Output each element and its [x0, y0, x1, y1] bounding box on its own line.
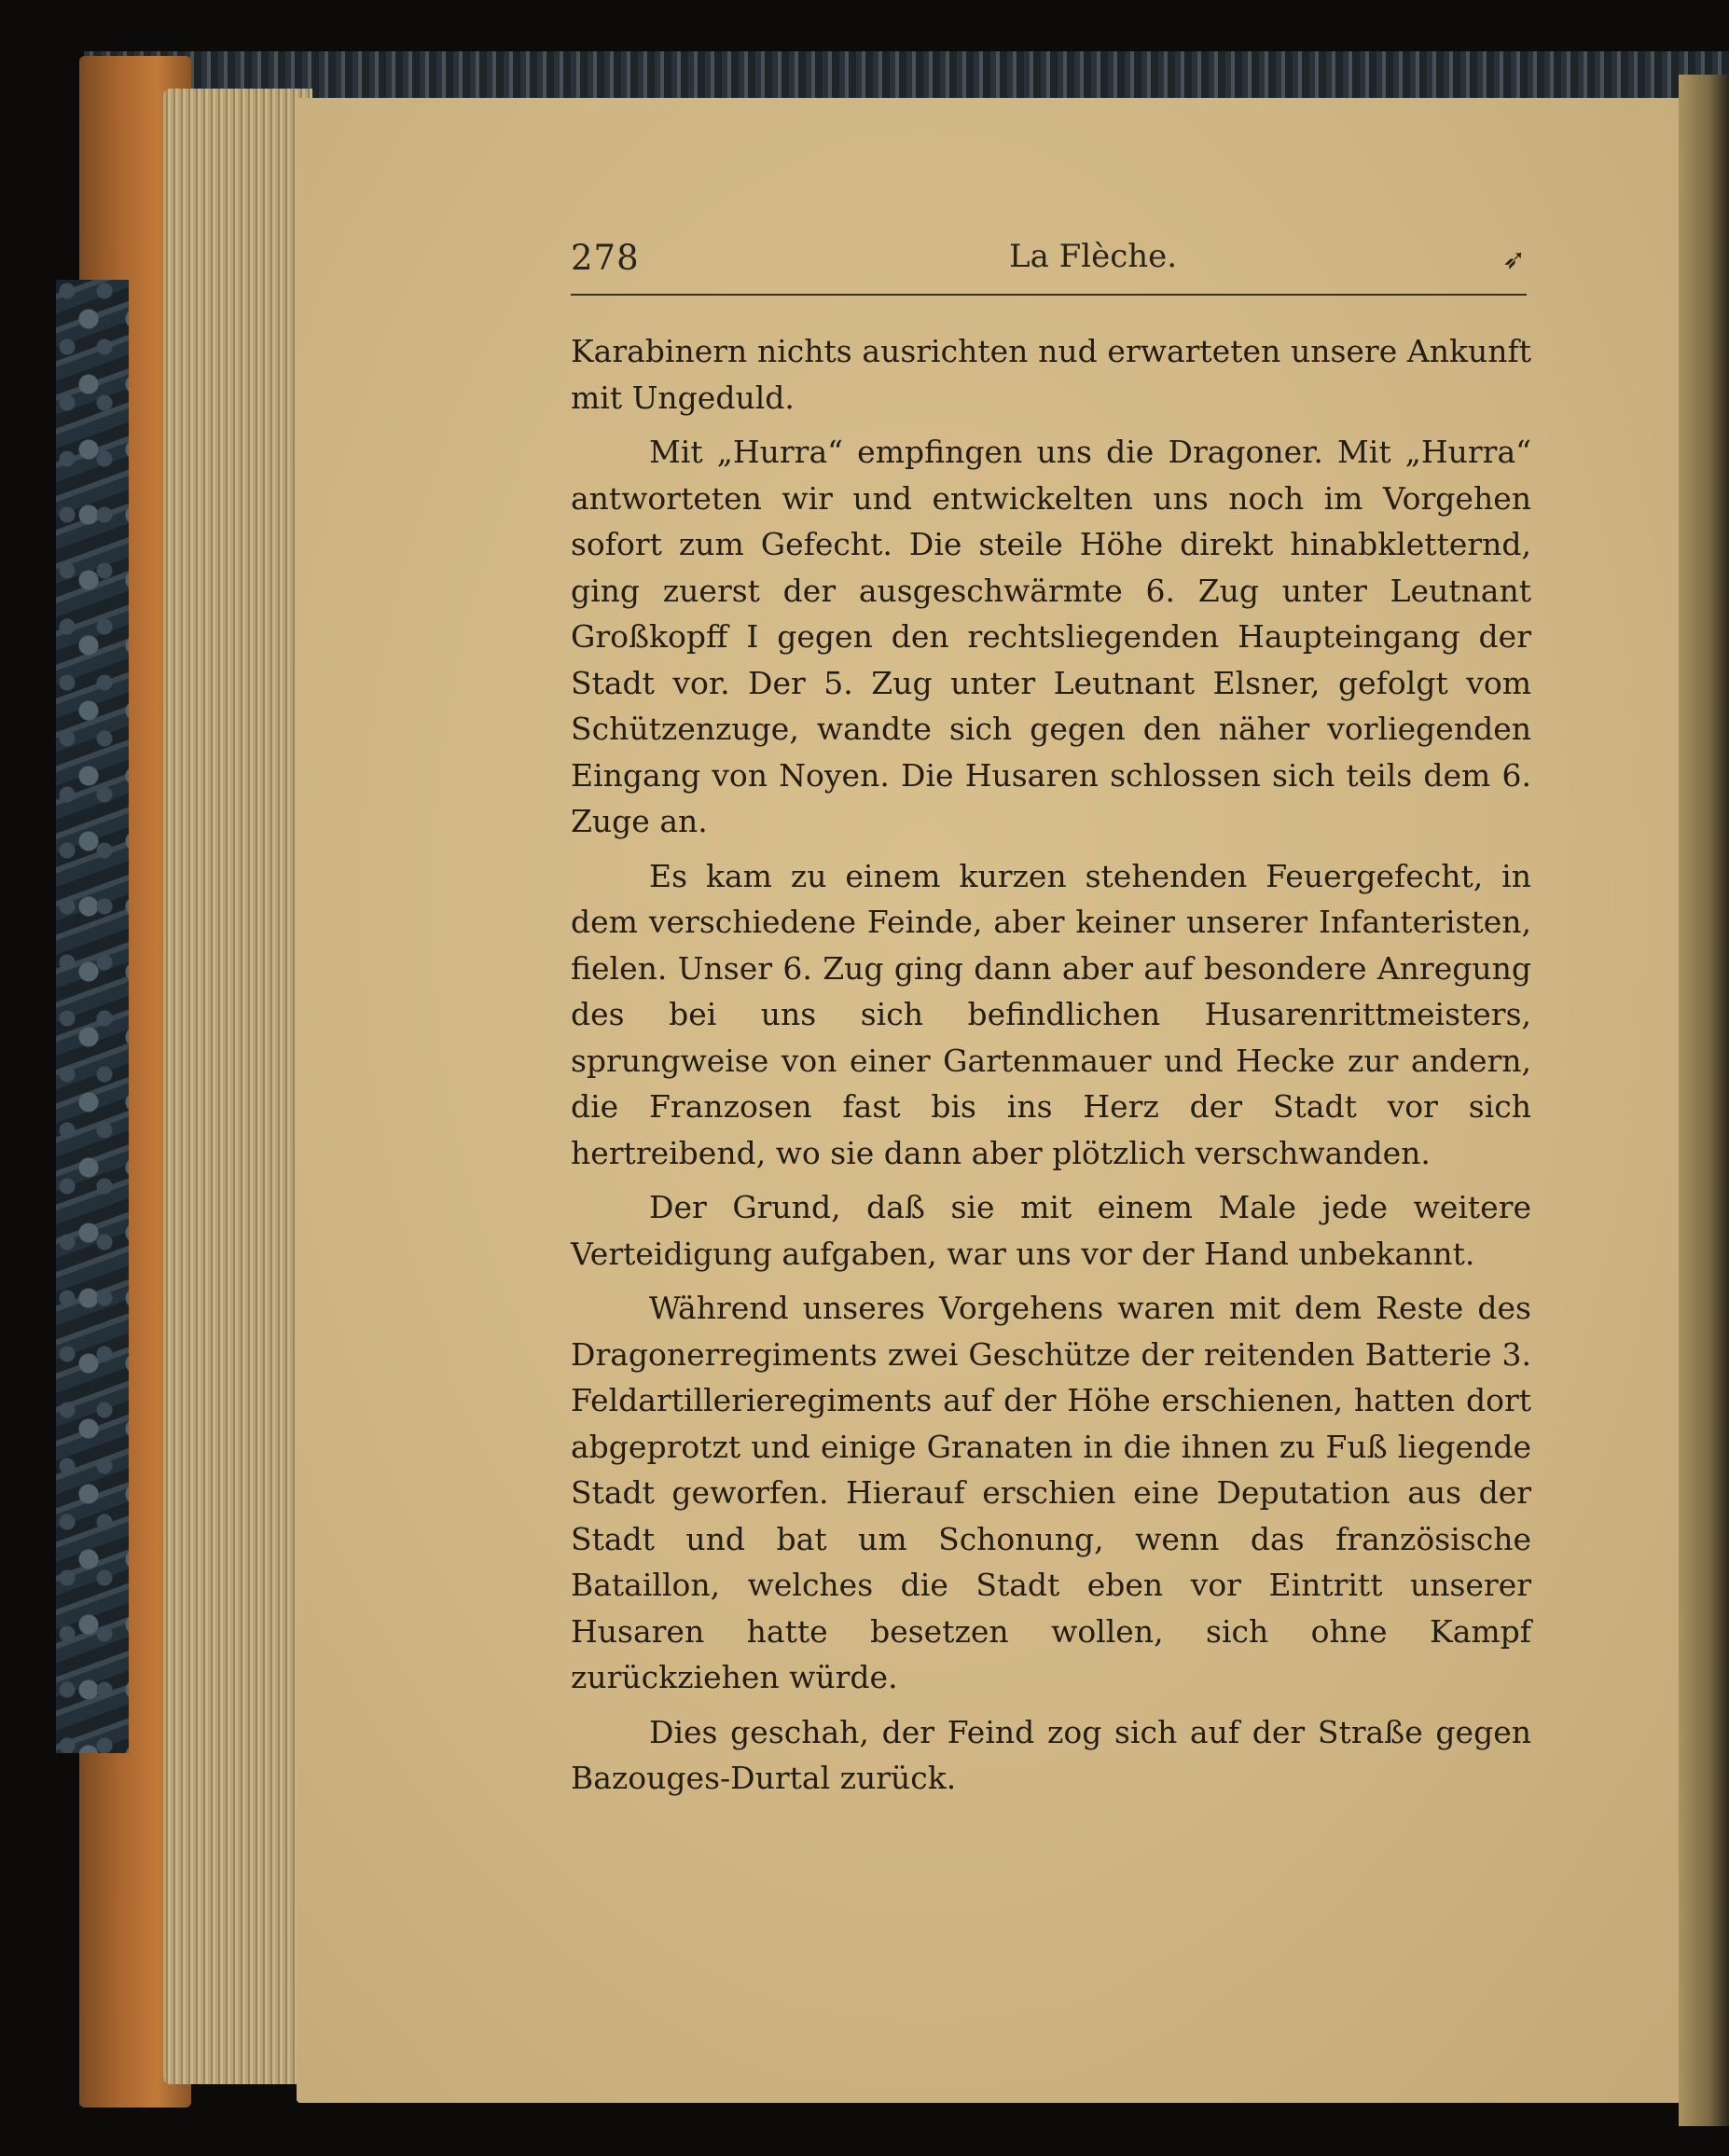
header-rule	[571, 294, 1527, 296]
book-cover-top-edge	[84, 51, 1729, 98]
paragraph: Dies geschah, der Feind zog sich auf der Straße gegen Bazouges-Durtal zurück.	[571, 1713, 1531, 1796]
page-header	[571, 238, 1531, 294]
marbled-cover-paper	[56, 280, 129, 1753]
page-number: 278	[571, 238, 640, 278]
paragraph: Während unseres Vorgehens waren mit dem Reste des Dragonerregiments zwei Geschütze der reitenden Batterie 3. Feldartillerieregiments auf der Höhe erschienen, hatten dort abgeprotzt und einige Granaten in die ihnen zu Fuß liegende Stadt geworfen. Hierauf erschien eine Deputation aus der Stadt und bat um Schonung, wenn das französische Bataillon, welches die Stadt eben vor Eintritt unserer Husaren hatte besetzen wollen, sich ohne Kampf zurückziehen würde.	[571, 1290, 1531, 1695]
running-head: La Flèche.	[1009, 238, 1178, 275]
paragraph: Es kam zu einem kurzen stehenden Feuergefecht, in dem verschiedene Feinde, aber keiner unserer Infanteristen, fielen. Unser 6. Zug ging dann aber auf besondere Anregung des bei uns sich befindlichen Husarenrittmeisters, sprungweise von einer Gartenmauer und Hecke zur andern, die Franzosen fast bis ins Herz der Stadt vor sich hertreibend, wo sie dann aber plötzlich verschwanden.	[571, 857, 1531, 1171]
body-text	[571, 328, 1531, 1810]
paragraph: Der Grund, daß sie mit einem Male jede weitere Verteidigung aufgaben, war uns vor der Hand unbekannt.	[571, 1189, 1531, 1272]
paragraph: Mit „Hurra“ empfingen uns die Dragoner. Mit „Hurra“ antworteten wir und entwickelten uns noch im Vorgehen sofort zum Gefecht. Die steile Höhe direkt hinabkletternd, ging zuerst der ausgeschwärmte 6. Zug unter Leutnant Großkopff I gegen den rechtsliegenden Haupteingang der Stadt vor. Der 5. Zug unter Leutnant Elsner, gefolgt vom Schützenzuge, wandte sich gegen den näher vorliegenden Eingang von Noyen. Die Husaren schlossen sich teils dem 6. Zuge an.	[571, 434, 1531, 839]
paragraph: Karabinern nichts ausrichten nud erwarteten unsere Ankunft mit Ungeduld.	[571, 333, 1531, 416]
corner-mark-icon: ➶	[1501, 243, 1526, 276]
page-edges	[163, 89, 312, 2084]
facing-page-edge	[1679, 75, 1729, 2126]
